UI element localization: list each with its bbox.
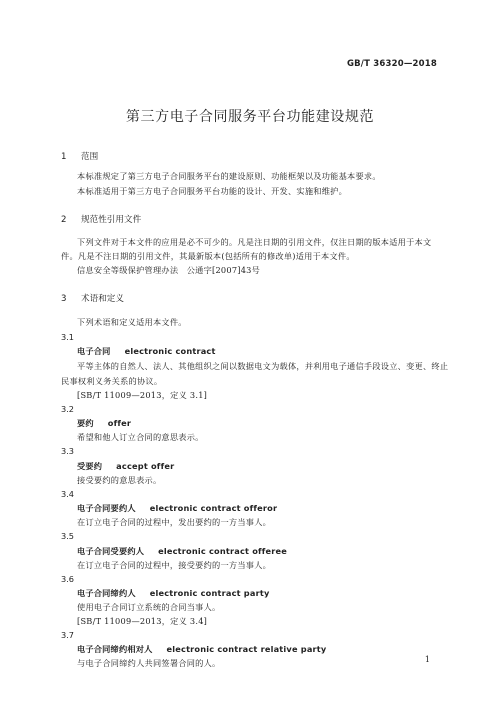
term-number: 3.1 <box>61 332 75 342</box>
section-number: 1 <box>61 152 67 162</box>
term-heading <box>77 644 326 655</box>
term-heading <box>77 588 269 599</box>
section-2-heading <box>61 213 141 225</box>
term-en: electronic contract relative party <box>166 644 327 654</box>
term-en: electronic contract <box>124 346 216 356</box>
term-zh: 电子合同 <box>77 346 111 356</box>
term-zh: 电子合同缔约相对人 <box>77 644 153 654</box>
term-en: electronic contract offeree <box>158 546 288 556</box>
term-definition: 使用电子合同订立系统的合同当事人。 <box>77 602 221 612</box>
term-zh: 受要约 <box>77 461 103 471</box>
section-number: 3 <box>61 294 67 304</box>
paragraph: 本标准适用于第三方电子合同服务平台功能的设计、开发、实施和维护。 <box>77 186 348 196</box>
term-en: electronic contract party <box>149 588 270 598</box>
section-3-heading <box>61 292 124 304</box>
term-definition: 在订立电子合同的过程中，发出要约的一方当事人。 <box>77 517 272 527</box>
section-title: 规范性引用文件 <box>81 215 142 225</box>
term-heading <box>77 461 174 472</box>
term-heading <box>77 418 131 429</box>
term-source: [SB/T 11009—2013，定义 3.4] <box>77 616 208 626</box>
term-zh: 要约 <box>77 418 94 428</box>
paragraph: 下列文件对于本文件的应用是必不可少的。凡是注日期的引用文件，仅注日期的版本适用于本文 <box>77 237 432 247</box>
term-definition: 与电子合同缔约人共同签署合同的人。 <box>77 658 221 668</box>
section-1-heading <box>61 150 98 162</box>
term-heading <box>77 346 216 357</box>
section-title: 术语和定义 <box>81 294 124 304</box>
term-heading <box>77 546 287 557</box>
page-number: 1 <box>424 655 430 664</box>
term-definition: 接受要约的意思表示。 <box>77 475 162 485</box>
reference-item: 信息安全等级保护管理办法 公通字[2007]43号 <box>77 265 261 275</box>
term-source: [SB/T 11009—2013，定义 3.1] <box>77 390 208 400</box>
term-heading <box>77 503 277 514</box>
section-number: 2 <box>61 215 67 225</box>
term-zh: 电子合同要约人 <box>77 503 136 513</box>
term-number: 3.5 <box>61 531 75 541</box>
term-definition: 平等主体的自然人、法人、其他组织之间以数据电文为载体，并利用电子通信手段设立、变更、终止 <box>77 361 449 371</box>
standard-number: GB/T 36320—2018 <box>346 59 437 69</box>
term-en: accept offer <box>116 461 175 471</box>
term-definition: 在订立电子合同的过程中，接受要约的一方当事人。 <box>77 560 272 570</box>
paragraph: 本标准规定了第三方电子合同服务平台的建设原则、功能框架以及功能基本要求。 <box>77 171 381 181</box>
term-number: 3.7 <box>61 630 75 640</box>
term-zh: 电子合同受要约人 <box>77 546 145 556</box>
term-definition: 希望和他人订立合同的意思表示。 <box>77 432 204 442</box>
term-number: 3.2 <box>61 404 75 414</box>
paragraph: 件。凡是不注日期的引用文件，其最新版本(包括所有的修改单)适用于本文件。 <box>61 251 355 261</box>
term-number: 3.3 <box>61 446 75 456</box>
section-title: 范围 <box>81 152 99 162</box>
term-zh: 电子合同缔约人 <box>77 588 136 598</box>
term-en: offer <box>107 418 132 428</box>
term-definition: 民事权利义务关系的协议。 <box>61 376 163 386</box>
term-en: electronic contract offeror <box>149 503 278 513</box>
paragraph: 下列术语和定义适用本文件。 <box>77 317 187 327</box>
term-number: 3.6 <box>61 574 75 584</box>
document-title: 第三方电子合同服务平台功能建设规范 <box>125 109 375 125</box>
term-number: 3.4 <box>61 489 75 499</box>
